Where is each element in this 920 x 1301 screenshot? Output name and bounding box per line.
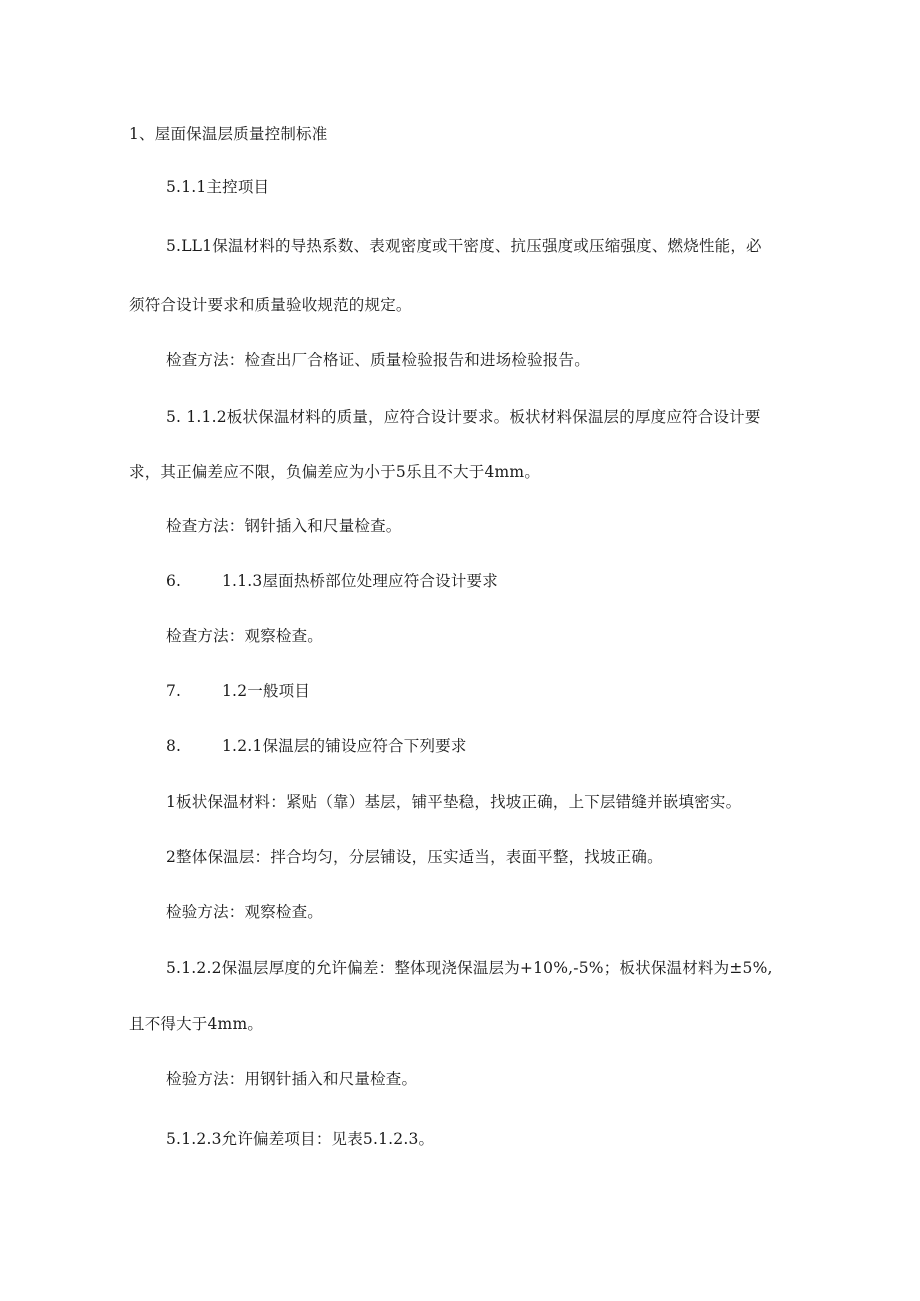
list-item-7 [166, 681, 310, 701]
requirement-item-2: 2整体保温层：拌合均匀，分层铺设，压实适当，表面平整，找坡正确。 [166, 848, 663, 866]
list-text-8: 1.2.1保温层的铺设应符合下列要求 [222, 737, 467, 755]
paragraph-5-1-2-2-line2: 且不得大于4mm。 [129, 1015, 264, 1033]
paragraph-5-1-2-3: 5.1.2.3允许偏差项目：见表5.1.2.3。 [166, 1130, 435, 1148]
list-number-7: 7. [166, 682, 182, 700]
list-number-8: 8. [166, 737, 182, 755]
paragraph-5-1-1-1-line2: 须符合设计要求和质量验收规范的规定。 [129, 296, 412, 314]
list-item-8 [166, 736, 467, 756]
section-heading: 1、屋面保温层质量控制标准 [129, 125, 328, 143]
subsection-title-5-1-1: 5.1.1主控项目 [166, 178, 270, 196]
paragraph-5-1-1-2-line1: 5. 1.1.2板状保温材料的质量，应符合设计要求。板状材料保温层的厚度应符合设计要 [166, 408, 761, 426]
check-method-2: 检查方法：钢针插入和尺量检查。 [166, 517, 402, 535]
list-text-7: 1.2一般项目 [222, 682, 311, 700]
paragraph-5-1-1-2-line2: 求，其正偏差应不限，负偏差应为小于5乐且不大于4mm。 [129, 463, 541, 481]
paragraph-5-1-2-2-line1: 5.1.2.2保温层厚度的允许偏差：整体现浇保温层为+10%,-5%；板状保温材料为±5%, [166, 959, 773, 977]
check-method-4: 检验方法：观察检查。 [166, 903, 324, 921]
check-method-3: 检查方法：观察检查。 [166, 627, 324, 645]
paragraph-5-1-1-1-line1: 5.LL1保温材料的导热系数、表观密度或干密度、抗压强度或压缩强度、燃烧性能，必 [166, 237, 762, 255]
check-method-1: 检查方法：检查出厂合格证、质量检验报告和进场检验报告。 [166, 351, 590, 369]
check-method-5: 检验方法：用钢针插入和尺量检查。 [166, 1070, 418, 1088]
list-text-6: 1.1.3屋面热桥部位处理应符合设计要求 [222, 572, 498, 590]
requirement-item-1: 1板状保温材料：紧贴（靠）基层，铺平垫稳，找坡正确，上下层错缝并嵌填密实。 [166, 793, 742, 811]
list-item-6 [166, 571, 498, 591]
list-number-6: 6. [166, 572, 182, 590]
